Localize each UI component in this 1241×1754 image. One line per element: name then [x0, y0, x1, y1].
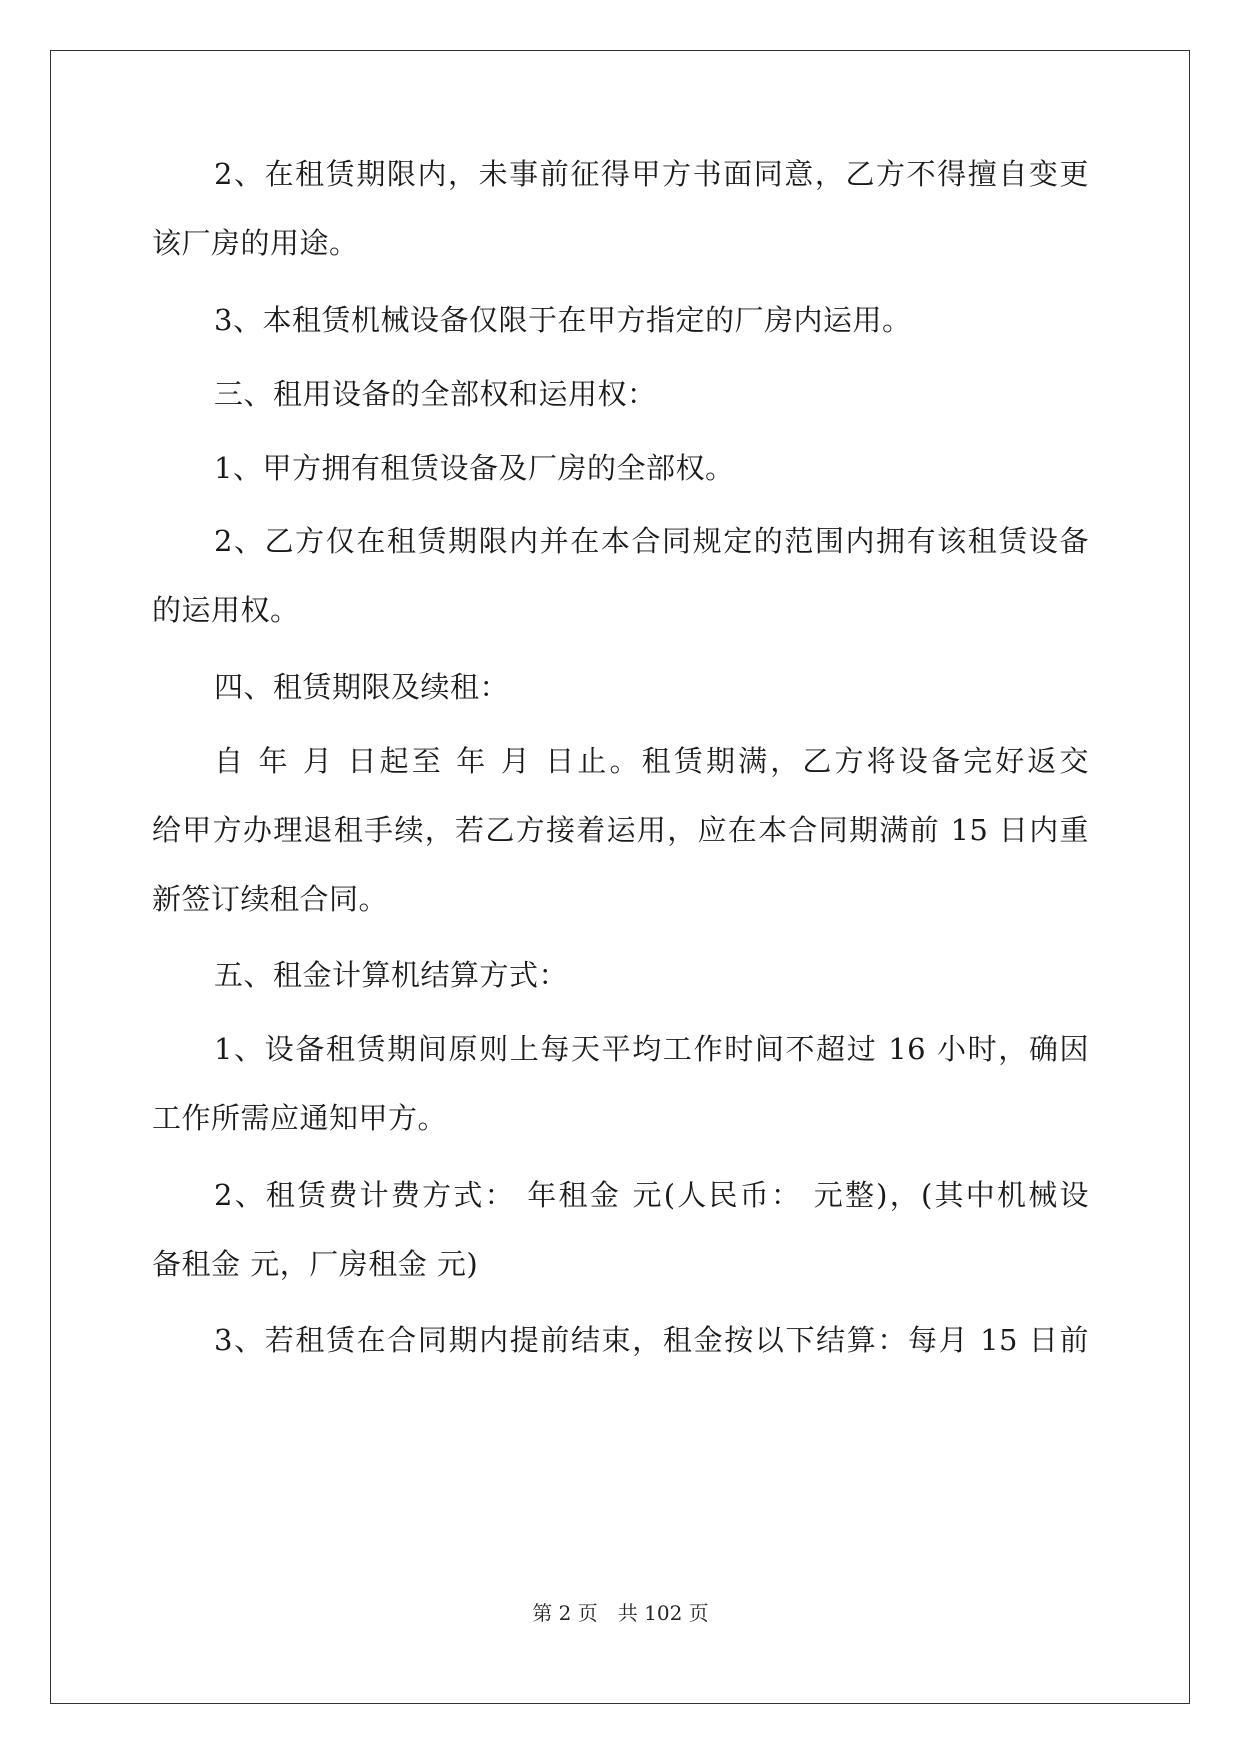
section-heading: 三、租用设备的全部权和运用权： [214, 377, 657, 411]
paragraph-line: 2、租赁费计费方式： 年租金 元(人民币： 元整)，(其中机械设 [214, 1178, 1089, 1212]
paragraph-line: 新签订续租合同。 [152, 882, 389, 916]
paragraph-line: 的运用权。 [152, 593, 300, 627]
paragraph-line: 2、在租赁期限内，未事前征得甲方书面同意，乙方不得擅自变更 [214, 157, 1089, 191]
paragraph-line: 2、乙方仅在租赁期限内并在本合同规定的范围内拥有该租赁设备 [214, 524, 1089, 558]
section-heading: 四、租赁期限及续租： [214, 670, 510, 704]
paragraph-line: 自 年 月 日起至 年 月 日止。租赁期满，乙方将设备完好返交 [214, 744, 1089, 778]
paragraph-line: 3、本租赁机械设备仅限于在甲方指定的厂房内运用。 [214, 303, 912, 337]
page-number-footer: 第 2 页 共 102 页 [532, 1601, 709, 1625]
paragraph-line: 工作所需应通知甲方。 [152, 1101, 448, 1135]
section-heading: 五、租金计算机结算方式： [214, 958, 569, 992]
paragraph-line: 1、设备租赁期间原则上每天平均工作时间不超过 16 小时，确因 [214, 1032, 1089, 1066]
paragraph-line: 给甲方办理退租手续，若乙方接着运用，应在本合同期满前 15 日内重 [152, 813, 1089, 847]
paragraph-line: 该厂房的用途。 [152, 226, 359, 260]
paragraph-line: 备租金 元，厂房租金 元) [152, 1247, 479, 1281]
paragraph-line: 1、甲方拥有租赁设备及厂房的全部权。 [214, 451, 735, 485]
paragraph-line: 3、若租赁在合同期内提前结束，租金按以下结算：每月 15 日前 [214, 1323, 1089, 1357]
page-border [50, 50, 1190, 1704]
